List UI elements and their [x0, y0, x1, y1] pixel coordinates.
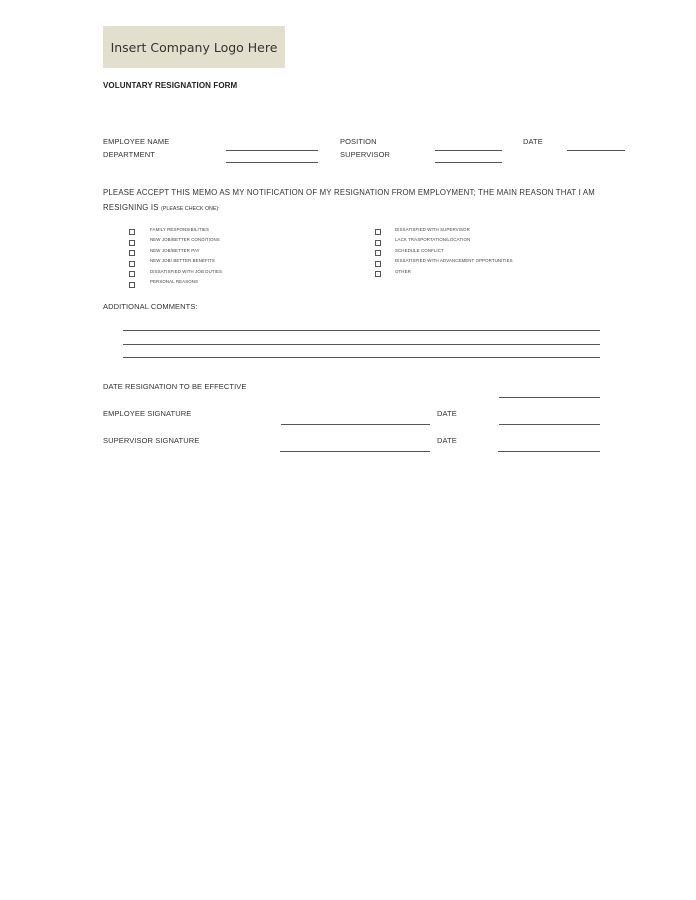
department-label: DEPARTMENT	[103, 150, 155, 159]
reason-label: NEW JOB/BETTER CONDITIONS	[150, 237, 220, 242]
reason-label: NEW JOB/ BETTER BENEFITS	[150, 258, 215, 263]
reason-label: DISSATISFIED WITH ADVANCEMENT OPPORTUNITIES	[395, 258, 513, 263]
position-field[interactable]	[435, 150, 502, 151]
employee-signature-date-field[interactable]	[499, 424, 600, 425]
employee-signature-date-label: DATE	[437, 409, 457, 418]
reason-label: LACK TRASPORTATION/LOCATION	[395, 237, 471, 242]
additional-comments-label: ADDITIONAL COMMENTS:	[103, 302, 198, 311]
memo-text: PLEASE ACCEPT THIS MEMO AS MY NOTIFICATION OF MY RESIGNATION FROM EMPLOYMENT; THE MAIN REASON THAT I AM RESIGNING IS	[103, 188, 595, 212]
employee-name-label: EMPLOYEE NAME	[103, 137, 170, 146]
reason-checkbox[interactable]	[129, 271, 135, 277]
reason-checkbox[interactable]	[129, 261, 135, 267]
reason-checkbox[interactable]	[375, 240, 381, 246]
reason-label: OTHER	[395, 269, 411, 274]
department-field[interactable]	[226, 162, 318, 163]
position-label: POSITION	[340, 137, 377, 146]
memo-instruction: (PLEASE CHECK ONE):	[161, 206, 220, 212]
employee-signature-field[interactable]	[281, 424, 430, 425]
reason-checkbox[interactable]	[375, 229, 381, 235]
reason-checkbox[interactable]	[375, 271, 381, 277]
supervisor-signature-date-label: DATE	[437, 436, 457, 445]
reason-label: SCHEDULE CONFLICT	[395, 248, 444, 253]
reason-checkbox[interactable]	[375, 250, 381, 256]
company-logo-placeholder	[103, 26, 285, 68]
supervisor-signature-date-field[interactable]	[498, 451, 600, 452]
reason-label: DISSATISFIED WITH SUPERVISOR	[395, 227, 470, 232]
reason-checkbox[interactable]	[129, 240, 135, 246]
form-title: VOLUNTARY RESIGNATION FORM	[103, 81, 238, 90]
logo-text: Insert Company Logo Here	[110, 39, 278, 55]
reason-label: DISSATISFIED WITH JOB DUTIES	[150, 269, 222, 274]
reason-checkbox[interactable]	[129, 282, 135, 288]
reason-checkbox[interactable]	[129, 229, 135, 235]
effective-date-label: DATE RESIGNATION TO BE EFFECTIVE	[103, 382, 247, 391]
reason-label: FAMILY RESPONSIBILITIES	[150, 227, 209, 232]
reason-checkbox[interactable]	[375, 261, 381, 267]
employee-signature-label: EMPLOYEE SIGNATURE	[103, 409, 192, 418]
comment-line[interactable]	[123, 330, 600, 331]
reason-label: PERSONAL REASONS	[150, 279, 199, 284]
reason-label: NEW JOB/BETTER PAY	[150, 248, 200, 253]
reason-checkbox[interactable]	[129, 250, 135, 256]
employee-name-field[interactable]	[226, 150, 318, 151]
supervisor-label: SUPERVISOR	[340, 150, 391, 159]
comment-line[interactable]	[123, 357, 600, 358]
supervisor-signature-label: SUPERVISOR SIGNATURE	[103, 436, 200, 445]
effective-date-field[interactable]	[499, 397, 600, 398]
date-field[interactable]	[567, 150, 625, 151]
comment-line[interactable]	[123, 344, 600, 345]
supervisor-signature-field[interactable]	[280, 451, 430, 452]
supervisor-field[interactable]	[435, 162, 502, 163]
date-label: DATE	[523, 137, 543, 146]
resignation-memo	[103, 185, 595, 217]
